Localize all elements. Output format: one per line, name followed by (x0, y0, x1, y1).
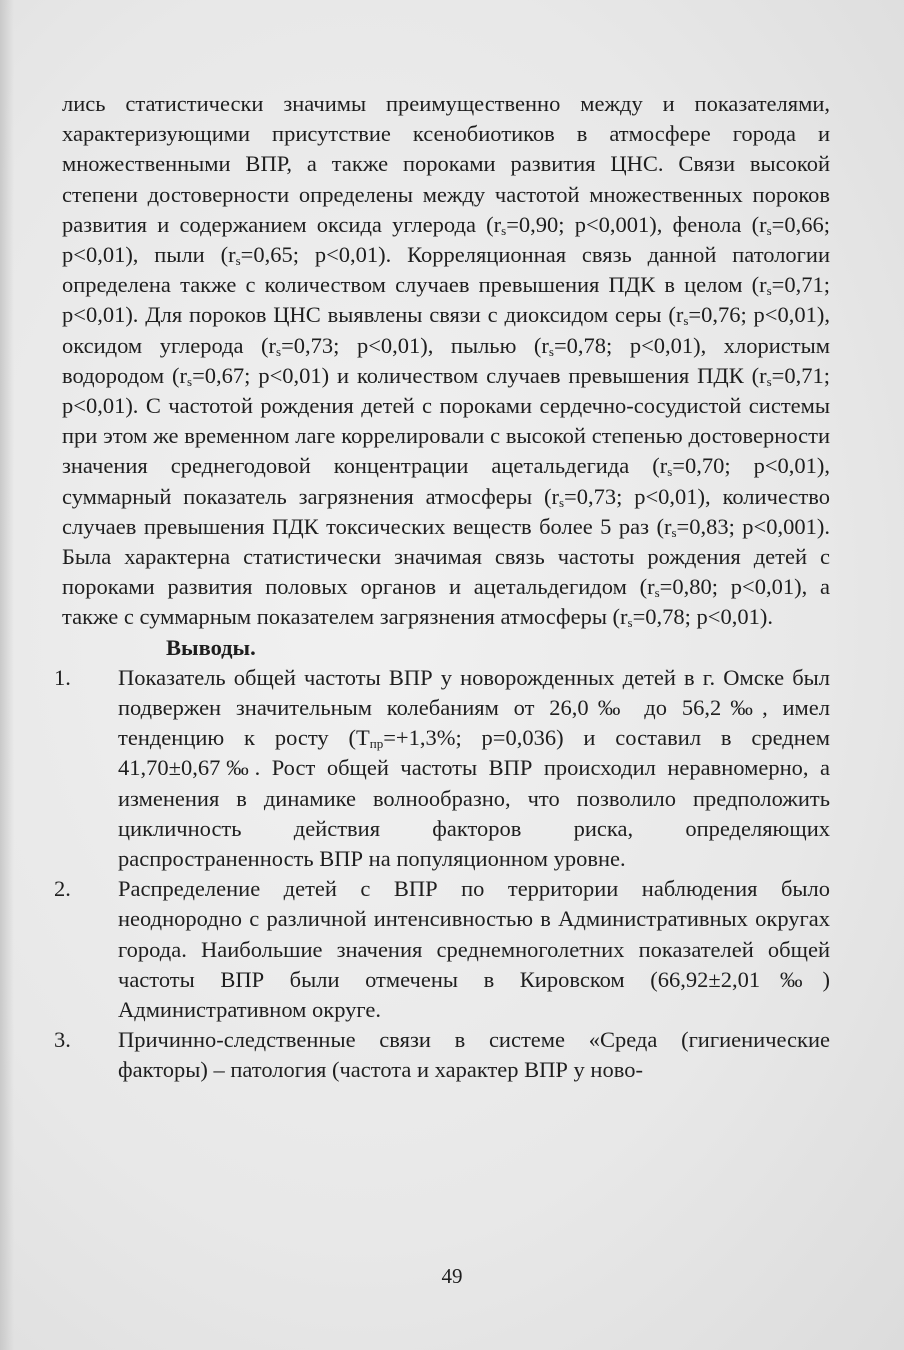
conclusions-list (54, 663, 830, 1086)
conclusion-number: 1. (54, 664, 71, 690)
conclusions-heading: Выводы. (166, 634, 256, 660)
conclusion-text: Причинно-следственные связи в системе «Среда (гигиенические факторы) – патология (частота и характер ВПР у ново- (118, 1027, 830, 1083)
conclusion-number: 3. (54, 1027, 71, 1053)
conclusion-item-2 (54, 874, 830, 1025)
conclusion-item-3 (54, 1025, 830, 1085)
conclusion-text: Показатель общей частоты ВПР у новорожденных детей в г. Омске был подвержен значительным колебаниям от 26,0‰ до 56,2‰, имел тенденцию к росту ($Т_{пр}=+1,3\%$; p=0,036) и составил в среднем 41,70±0,67‰. Рост общей частоты ВПР происходил неравномерно, а изменения в динамике волнообразно, что позволило предположить цикличность действия факторов риска, определяющих распространенность ВПР на популяционном уровне. (118, 664, 830, 872)
binding-shadow (0, 0, 14, 1350)
conclusion-number: 2. (54, 876, 71, 902)
body-paragraph: лись статистически значимы преимущественно между и показателями, характеризующими присутствие ксенобиотиков в атмосфере города и множественными ВПР, а также пороками развития ЦНС. Связи высокой степени достоверности определены между частотой множественных пороков развития и содержанием оксида углерода ($r_s=0,90$; p<0,001), фенола ($r_s=0,66$; p<0,01), пыли ($r_s=0,65$; p<0,01). Корреляционная связь данной патологии определена также с количеством случаев превышения ПДК в целом ($r_s=0,71$; p<0,01). Для пороков ЦНС выявлены связи с диоксидом серы ($r_s=0,76$; p<0,01), оксидом углерода ($r_s=0,73$; p<0,01), пылью ($r_s=0,78$; p<0,01), хлористым водородом ($r_s=0,67$; p<0,01) и количеством случаев превышения ПДК ($r_s=0,71$; p<0,01). С частотой рождения детей с пороками сердечно-сосудистой системы при этом же временном лаге коррелировали с высокой степенью достоверности значения среднегодовой концентрации ацетальдегида ($r_s=0,70$; p<0,01), суммарный показатель загрязнения атмосферы ($r_s=0,73$; p<0,01), количество случаев превышения ПДК токсических веществ более 5 раз ($r_s=0,83$; p<0,001). Была характерна статистически значимая связь частоты рождения детей с пороками развития половых органов и ацетальдегидом ($r_s=0,80$; p<0,01), а также с суммарным показателем загрязнения атмосферы ($r_s=0,78$; p<0,01). (62, 91, 830, 631)
page-number: 49 (441, 1264, 463, 1288)
conclusion-text: Распределение детей с ВПР по территории наблюдения было неоднородно с различной интенсивностью в Административных округах города. Наибольшие значения среднемноголетних показателей общей частоты ВПР были отмечены в Кировском (66,92±2,01‰) Административном округе. (118, 876, 830, 1023)
conclusion-item-1 (54, 663, 830, 874)
page-text (54, 89, 830, 1086)
